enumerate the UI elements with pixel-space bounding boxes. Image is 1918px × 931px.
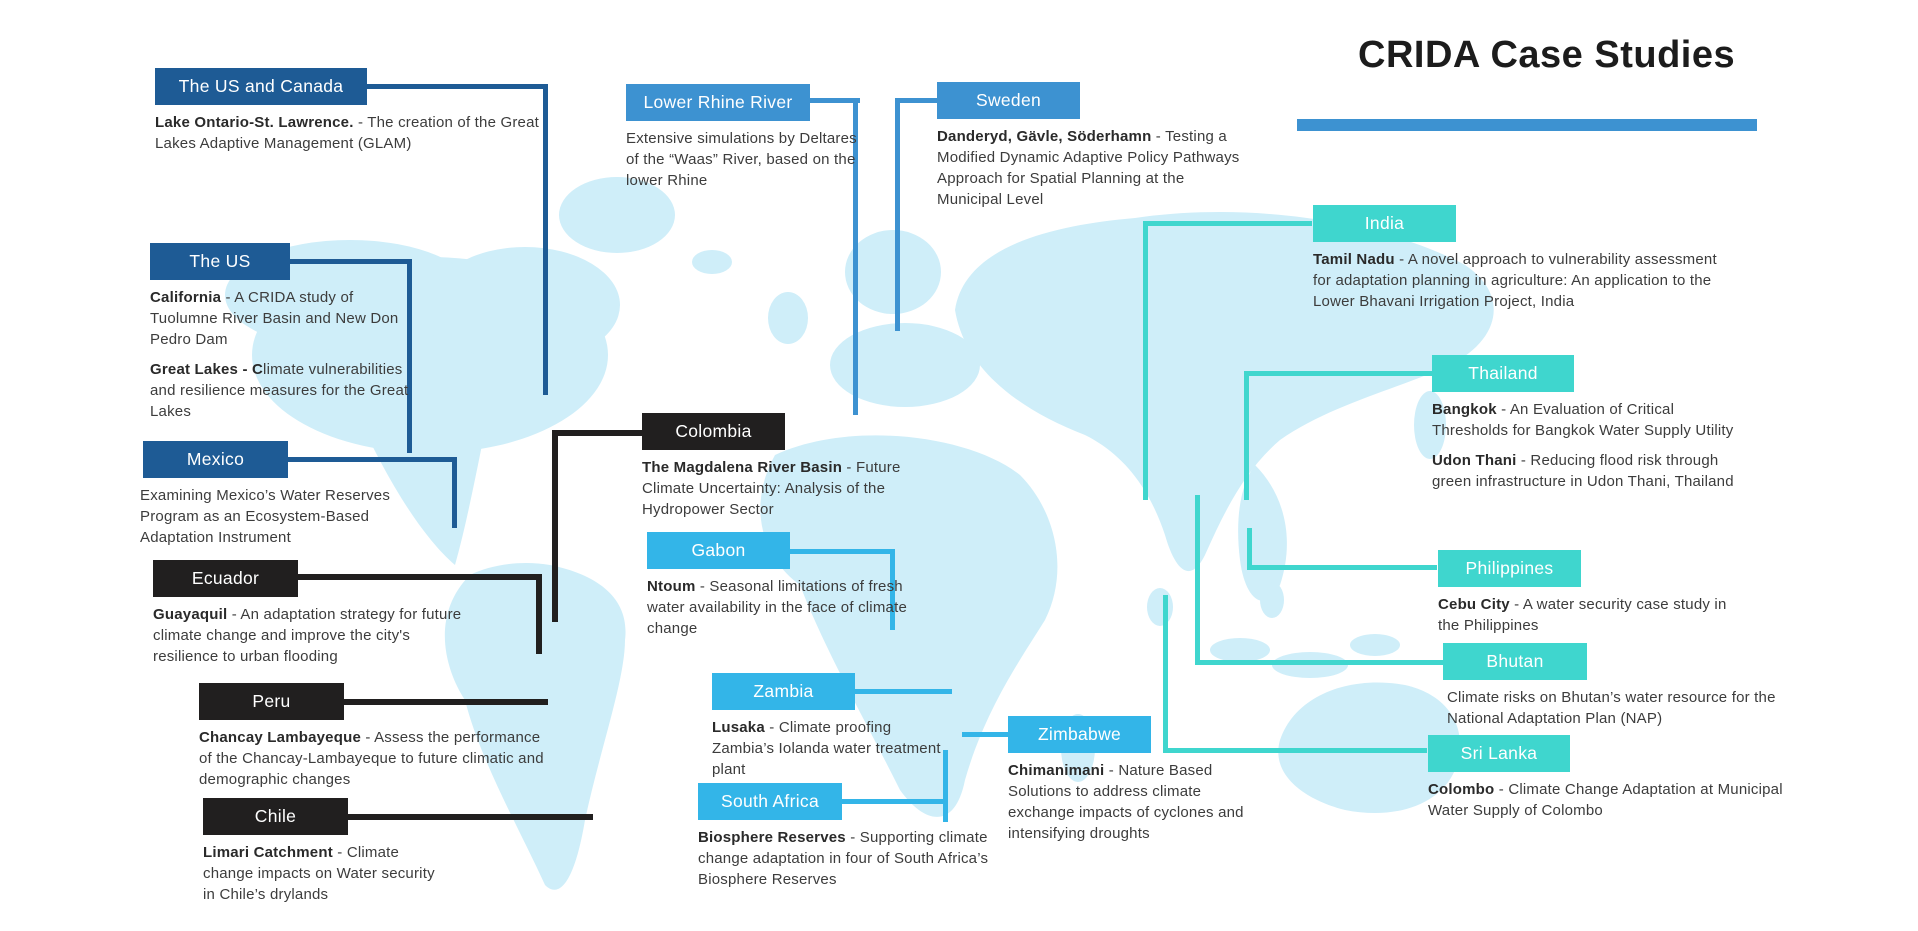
case-description: Danderyd, Gävle, Söderhamn - Testing a Modified Dynamic Adaptive Policy Pathways Approach for Spatial Planning at the Municipal Level	[937, 128, 1240, 208]
country-label-text: Thailand	[1468, 363, 1538, 383]
country-label-text: Peru	[252, 691, 291, 711]
case-study-bhutan	[1443, 643, 1805, 729]
case-description: California - A CRIDA study of Tuolumne River Basin and New Don Pedro Dam	[150, 289, 399, 348]
case-description: Great Lakes - Climate vulnerabilities and resilience measures for the Great Lakes	[150, 361, 409, 420]
country-label-text: Bhutan	[1486, 651, 1544, 671]
country-label-bhutan	[1443, 643, 1587, 680]
country-label-south-africa	[698, 783, 842, 820]
case-description: Biosphere Reserves - Supporting climate change adaptation in four of South Africa’s Biosphere Reserves	[698, 829, 989, 888]
country-label-text: Gabon	[691, 540, 746, 560]
case-study-colombia	[642, 413, 942, 520]
case-description: Extensive simulations by Deltares of the “Waas” River, based on the lower Rhine	[626, 130, 857, 189]
country-label-philippines	[1438, 550, 1581, 587]
case-description: Tamil Nadu - A novel approach to vulnerability assessment for adaptation planning in agriculture: An application to the Lower Bhavani Irrigation Project, India	[1313, 251, 1717, 310]
region-label-text: Lower Rhine River	[643, 92, 793, 112]
country-label-zimbabwe	[1008, 716, 1151, 753]
case-description: Cebu City - A water security case study in the Philippines	[1438, 596, 1727, 634]
country-label-gabon	[647, 532, 790, 569]
country-label-thailand	[1432, 355, 1574, 392]
case-study-zambia	[712, 673, 954, 780]
case-description: Lusaka - Climate proofing Zambia’s Iolanda water treatment plant	[712, 719, 941, 778]
case-study-lower-rhine	[626, 84, 864, 191]
case-description: Chancay Lambayeque - Assess the performance of the Chancay-Lambayeque to future climatic and demographic changes	[199, 729, 544, 788]
country-label-ecuador	[153, 560, 298, 597]
case-study-india	[1313, 205, 1721, 312]
country-label-chile	[203, 798, 348, 835]
connector-sweden	[895, 98, 937, 103]
connector-thailand	[1244, 371, 1436, 376]
country-label-text: Sweden	[975, 90, 1042, 110]
country-label-text: The US and Canada	[178, 76, 344, 96]
country-label-text: The US	[189, 251, 251, 271]
country-label-text: Colombia	[675, 421, 752, 441]
country-label-text: Sri Lanka	[1460, 743, 1538, 763]
country-label-text: Zambia	[753, 681, 814, 701]
case-description: Chimanimani - Nature Based Solutions to address climate exchange impacts of cyclones and intensifying droughts	[1008, 762, 1244, 842]
connector-bhutan	[1195, 660, 1443, 665]
country-label-us-canada	[155, 68, 367, 105]
connector-ecuador	[536, 574, 542, 654]
country-label-sweden	[937, 82, 1080, 119]
case-study-sweden	[937, 82, 1242, 210]
case-study-mexico	[140, 441, 438, 548]
connector-philippines	[1247, 565, 1437, 570]
case-study-gabon	[647, 532, 919, 639]
connector-bhutan	[1195, 495, 1200, 665]
case-description: Examining Mexico’s Water Reserves Program as an Ecosystem-Based Adaptation Instrument	[140, 487, 391, 546]
connector-mexico	[452, 457, 457, 528]
country-label-text: India	[1364, 213, 1405, 233]
case-description: Climate risks on Bhutan’s water resource for the National Adaptation Plan (NAP)	[1447, 689, 1776, 727]
region-label-lower-rhine	[626, 84, 810, 121]
country-label-zambia	[712, 673, 855, 710]
country-label-text: South Africa	[721, 791, 819, 811]
country-label-peru	[199, 683, 344, 720]
case-study-sri-lanka	[1428, 735, 1788, 821]
case-study-the-us	[150, 243, 412, 422]
case-description: Guayaquil - An adaptation strategy for future climate change and improve the city's resilience to urban flooding	[153, 606, 462, 665]
case-study-ecuador	[153, 560, 471, 667]
country-label-sri-lanka	[1428, 735, 1570, 772]
connector-sweden	[895, 98, 900, 331]
connector-colombia	[552, 430, 558, 622]
country-label-mexico	[143, 441, 288, 478]
country-label-text: Mexico	[186, 449, 245, 469]
case-study-south-africa	[698, 783, 1016, 890]
country-label-colombia	[642, 413, 785, 450]
country-label-text: Philippines	[1465, 558, 1554, 578]
case-description: Bangkok - An Evaluation of Critical Thresholds for Bangkok Water Supply Utility	[1432, 401, 1734, 439]
case-description: The Magdalena River Basin - Future Climate Uncertainty: Analysis of the Hydropower Sector	[642, 459, 901, 518]
country-label-text: Ecuador	[191, 568, 260, 588]
connector-zimbabwe	[962, 732, 1008, 737]
page-title: CRIDA Case Studies	[1358, 34, 1736, 76]
country-label-text: Zimbabwe	[1037, 724, 1122, 744]
case-description: Ntoum - Seasonal limitations of fresh water availability in the face of climate change	[647, 578, 907, 637]
connector-philippines	[1247, 528, 1252, 570]
case-study-us-canada	[155, 68, 547, 154]
country-label-the-us	[150, 243, 290, 280]
case-description: Udon Thani - Reducing flood risk through green infrastructure in Udon Thani, Thailand	[1432, 452, 1734, 490]
case-study-thailand	[1432, 355, 1744, 492]
case-study-peru	[199, 683, 555, 790]
case-description: Limari Catchment - Climate change impacts on Water security in Chile’s drylands	[203, 844, 435, 903]
case-study-chile	[203, 798, 443, 905]
connector-india	[1143, 221, 1148, 500]
country-label-text: Chile	[254, 806, 297, 826]
case-study-philippines	[1438, 550, 1730, 636]
title-underline-bar	[1297, 119, 1757, 131]
connector-india	[1143, 221, 1312, 226]
case-description: Lake Ontario-St. Lawrence. - The creation of the Great Lakes Adaptive Management (GLAM)	[155, 114, 540, 152]
connector-colombia	[552, 430, 642, 436]
connector-thailand	[1244, 371, 1249, 500]
case-study-zimbabwe	[1008, 716, 1260, 844]
case-description: Colombo - Climate Change Adaptation at Municipal Water Supply of Colombo	[1428, 781, 1783, 819]
country-label-india	[1313, 205, 1456, 242]
